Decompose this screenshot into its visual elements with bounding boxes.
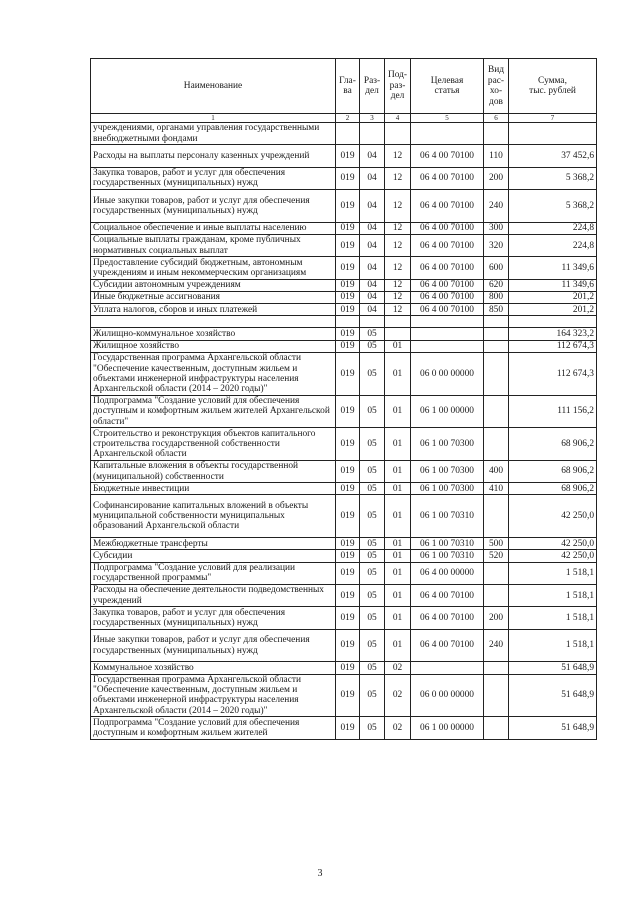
row-summa: 201,2 (509, 304, 597, 316)
row-celevaya-statya: 06 4 00 70100 (411, 222, 484, 234)
row-glava: 019 (336, 304, 360, 316)
header-row (91, 59, 597, 114)
row-razdel: 05 (360, 495, 385, 538)
row-vid-rashodov: 520 (484, 550, 509, 562)
row-celevaya-statya: 06 1 00 00000 (411, 717, 484, 739)
row-vid-rashodov (484, 428, 509, 461)
row-celevaya-statya: 06 1 00 70310 (411, 495, 484, 538)
row-celevaya-statya: 06 1 00 70300 (411, 483, 484, 495)
row-celevaya-statya: 06 0 00 00000 (411, 352, 484, 395)
row-podrazdel: 01 (385, 607, 411, 629)
row-celevaya-statya: 06 4 00 70100 (411, 607, 484, 629)
table-row (91, 662, 597, 674)
table-row (91, 279, 597, 291)
row-vid-rashodov (484, 123, 509, 145)
row-podrazdel: 12 (385, 257, 411, 279)
row-name: Социальные выплаты гражданам, кроме публичных нормативных социальных выплат (91, 234, 336, 256)
row-podrazdel: 01 (385, 550, 411, 562)
row-name: Бюджетные инвестиции (91, 483, 336, 495)
row-summa: 5 368,2 (509, 167, 597, 189)
row-summa: 164 323,2 (509, 328, 597, 340)
row-name: Софинансирование капитальных вложений в объекты муниципальной собственности муниципальных образований Архангельской области (91, 495, 336, 538)
row-name: Подпрограмма "Создание условий для обеспечения доступным и комфортным жильем жителей (91, 717, 336, 739)
row-vid-rashodov: 850 (484, 304, 509, 316)
header-razdel: Раз- дел (360, 59, 385, 114)
row-name: Государственная программа Архангельской области "Обеспечение качественным, доступным жильем и объектами инженерной инфраструктуры населения Архангельской области (2014 – 2020 годы)" (91, 674, 336, 717)
row-razdel: 05 (360, 550, 385, 562)
row-razdel: 04 (360, 190, 385, 223)
row-vid-rashodov (484, 328, 509, 340)
row-glava: 019 (336, 190, 360, 223)
row-vid-rashodov (484, 340, 509, 352)
row-vid-rashodov (484, 662, 509, 674)
row-glava (336, 123, 360, 145)
row-name: Коммунальное хозяйство (91, 662, 336, 674)
column-number: 3 (360, 114, 385, 123)
row-vid-rashodov: 620 (484, 279, 509, 291)
table-row (91, 495, 597, 538)
row-celevaya-statya: 06 4 00 70100 (411, 190, 484, 223)
row-name: Жилищно-коммунальное хозяйство (91, 328, 336, 340)
row-name: учреждениями, органами управления государственными внебюджетными фондами (91, 123, 336, 145)
row-podrazdel: 02 (385, 674, 411, 717)
row-glava: 019 (336, 395, 360, 428)
row-summa: 1 518,1 (509, 562, 597, 584)
table-row (91, 340, 597, 352)
row-glava: 019 (336, 460, 360, 482)
row-celevaya-statya: 06 1 00 70300 (411, 460, 484, 482)
row-glava: 019 (336, 674, 360, 717)
row-summa: 1 518,1 (509, 629, 597, 662)
row-name: Предоставление субсидий бюджетным, автономным учреждениям и иным некоммерческим организациям (91, 257, 336, 279)
table-row (91, 316, 597, 328)
row-name (91, 316, 336, 328)
table-row (91, 717, 597, 739)
row-podrazdel: 01 (385, 495, 411, 538)
row-razdel (360, 123, 385, 145)
header-podrazdel: Под- раз- дел (385, 59, 411, 114)
row-razdel: 05 (360, 352, 385, 395)
row-name: Иные закупки товаров, работ и услуг для обеспечения государственных (муниципальных) нужд (91, 629, 336, 662)
row-glava: 019 (336, 340, 360, 352)
row-razdel: 04 (360, 304, 385, 316)
row-vid-rashodov (484, 674, 509, 717)
row-glava: 019 (336, 584, 360, 606)
row-podrazdel: 01 (385, 340, 411, 352)
row-summa: 51 648,9 (509, 674, 597, 717)
row-razdel: 05 (360, 428, 385, 461)
table-row (91, 607, 597, 629)
row-glava: 019 (336, 607, 360, 629)
row-glava: 019 (336, 550, 360, 562)
row-glava: 019 (336, 662, 360, 674)
row-celevaya-statya (411, 340, 484, 352)
header-name: Наименование (91, 59, 336, 114)
row-podrazdel: 01 (385, 428, 411, 461)
column-numbers-row (91, 114, 597, 123)
row-podrazdel: 01 (385, 538, 411, 550)
table-row (91, 584, 597, 606)
row-vid-rashodov: 320 (484, 234, 509, 256)
row-podrazdel: 12 (385, 222, 411, 234)
row-podrazdel: 01 (385, 483, 411, 495)
table-row (91, 395, 597, 428)
row-celevaya-statya: 06 4 00 70100 (411, 234, 484, 256)
row-name: Жилищное хозяйство (91, 340, 336, 352)
row-summa: 68 906,2 (509, 428, 597, 461)
row-razdel: 04 (360, 279, 385, 291)
row-podrazdel: 01 (385, 584, 411, 606)
row-celevaya-statya (411, 662, 484, 674)
row-podrazdel (385, 123, 411, 145)
row-vid-rashodov: 200 (484, 607, 509, 629)
row-razdel: 05 (360, 538, 385, 550)
column-number: 4 (385, 114, 411, 123)
row-razdel: 05 (360, 395, 385, 428)
row-podrazdel (385, 316, 411, 328)
table-row (91, 428, 597, 461)
row-celevaya-statya: 06 4 00 00000 (411, 562, 484, 584)
row-razdel: 04 (360, 145, 385, 167)
row-celevaya-statya: 06 1 00 70310 (411, 538, 484, 550)
row-name: Расходы на выплаты персоналу казенных учреждений (91, 145, 336, 167)
row-name: Субсидии (91, 550, 336, 562)
row-vid-rashodov: 600 (484, 257, 509, 279)
row-razdel: 04 (360, 222, 385, 234)
column-number: 2 (336, 114, 360, 123)
row-podrazdel: 02 (385, 717, 411, 739)
row-vid-rashodov: 240 (484, 629, 509, 662)
row-summa: 111 156,2 (509, 395, 597, 428)
row-glava: 019 (336, 291, 360, 303)
row-celevaya-statya: 06 1 00 70310 (411, 550, 484, 562)
row-vid-rashodov (484, 395, 509, 428)
row-celevaya-statya: 06 4 00 70100 (411, 629, 484, 662)
row-podrazdel: 01 (385, 629, 411, 662)
row-celevaya-statya (411, 123, 484, 145)
row-celevaya-statya: 06 4 00 70100 (411, 279, 484, 291)
table-row (91, 460, 597, 482)
table-row (91, 538, 597, 550)
row-vid-rashodov (484, 584, 509, 606)
table-row (91, 328, 597, 340)
row-podrazdel: 12 (385, 190, 411, 223)
row-razdel: 04 (360, 234, 385, 256)
row-razdel: 04 (360, 167, 385, 189)
row-vid-rashodov: 500 (484, 538, 509, 550)
row-glava: 019 (336, 562, 360, 584)
row-glava: 019 (336, 428, 360, 461)
row-celevaya-statya: 06 4 00 70100 (411, 145, 484, 167)
row-glava: 019 (336, 234, 360, 256)
row-vid-rashodov: 300 (484, 222, 509, 234)
row-podrazdel: 01 (385, 395, 411, 428)
row-razdel: 05 (360, 584, 385, 606)
row-glava: 019 (336, 279, 360, 291)
row-razdel: 05 (360, 717, 385, 739)
row-summa: 5 368,2 (509, 190, 597, 223)
row-razdel: 05 (360, 460, 385, 482)
table-row (91, 291, 597, 303)
row-razdel: 05 (360, 662, 385, 674)
row-summa: 201,2 (509, 291, 597, 303)
table-row (91, 352, 597, 395)
row-razdel: 05 (360, 629, 385, 662)
row-razdel: 04 (360, 257, 385, 279)
row-summa: 11 349,6 (509, 257, 597, 279)
table-row (91, 304, 597, 316)
row-name: Строительство и реконструкция объектов капитального строительства государственной собственности Архангельской области (91, 428, 336, 461)
row-razdel: 04 (360, 291, 385, 303)
row-summa: 42 250,0 (509, 550, 597, 562)
row-podrazdel: 12 (385, 167, 411, 189)
table-row (91, 145, 597, 167)
row-name: Подпрограмма "Создание условий для реализации государственной программы" (91, 562, 336, 584)
row-vid-rashodov: 400 (484, 460, 509, 482)
row-celevaya-statya: 06 1 00 70300 (411, 428, 484, 461)
row-glava: 019 (336, 483, 360, 495)
table-row (91, 234, 597, 256)
row-name: Расходы на обеспечение деятельности подведомственных учреждений (91, 584, 336, 606)
row-summa: 224,8 (509, 222, 597, 234)
row-name: Иные бюджетные ассигнования (91, 291, 336, 303)
row-podrazdel: 02 (385, 662, 411, 674)
row-vid-rashodov (484, 495, 509, 538)
row-glava: 019 (336, 257, 360, 279)
budget-table (90, 58, 597, 740)
table-body (91, 123, 597, 740)
row-vid-rashodov: 800 (484, 291, 509, 303)
row-glava (336, 316, 360, 328)
table-row (91, 167, 597, 189)
row-razdel (360, 316, 385, 328)
table-row (91, 562, 597, 584)
row-name: Социальное обеспечение и иные выплаты населению (91, 222, 336, 234)
row-summa: 51 648,9 (509, 717, 597, 739)
row-celevaya-statya: 06 4 00 70100 (411, 291, 484, 303)
row-glava: 019 (336, 167, 360, 189)
row-summa: 112 674,3 (509, 340, 597, 352)
row-podrazdel: 12 (385, 291, 411, 303)
row-celevaya-statya: 06 4 00 70100 (411, 584, 484, 606)
column-number: 5 (411, 114, 484, 123)
row-summa: 42 250,0 (509, 495, 597, 538)
row-vid-rashodov: 240 (484, 190, 509, 223)
row-summa: 11 349,6 (509, 279, 597, 291)
row-glava: 019 (336, 222, 360, 234)
row-razdel: 05 (360, 483, 385, 495)
row-name: Закупка товаров, работ и услуг для обеспечения государственных (муниципальных) нужд (91, 607, 336, 629)
row-razdel: 05 (360, 674, 385, 717)
row-name: Подпрограмма "Создание условий для обеспечения доступным и комфортным жильем жителей Архангельской области" (91, 395, 336, 428)
row-razdel: 05 (360, 607, 385, 629)
row-name: Государственная программа Архангельской области "Обеспечение качественным, доступным жильем и объектами инженерной инфраструктуры населения Архангельской области (2014 – 2020 годы)" (91, 352, 336, 395)
row-glava: 019 (336, 495, 360, 538)
header-summa: Сумма, тыс. рублей (509, 59, 597, 114)
table-row (91, 550, 597, 562)
row-name: Иные закупки товаров, работ и услуг для обеспечения государственных (муниципальных) нужд (91, 190, 336, 223)
table-row (91, 257, 597, 279)
page-number: 3 (317, 868, 323, 879)
row-name: Межбюджетные трансферты (91, 538, 336, 550)
row-glava: 019 (336, 328, 360, 340)
row-podrazdel: 12 (385, 304, 411, 316)
row-summa: 224,8 (509, 234, 597, 256)
row-vid-rashodov (484, 316, 509, 328)
row-glava: 019 (336, 538, 360, 550)
table-row (91, 123, 597, 145)
row-summa: 1 518,1 (509, 584, 597, 606)
row-podrazdel (385, 328, 411, 340)
row-razdel: 05 (360, 340, 385, 352)
row-summa: 1 518,1 (509, 607, 597, 629)
row-celevaya-statya: 06 4 00 70100 (411, 167, 484, 189)
table-row (91, 222, 597, 234)
table-row (91, 629, 597, 662)
row-celevaya-statya: 06 0 00 00000 (411, 674, 484, 717)
row-glava: 019 (336, 352, 360, 395)
header-vid-rashodov: Вид рас- хо- дов (484, 59, 509, 114)
row-summa: 51 648,9 (509, 662, 597, 674)
table-row (91, 483, 597, 495)
column-number: 6 (484, 114, 509, 123)
row-summa: 42 250,0 (509, 538, 597, 550)
header-glava: Гла- ва (336, 59, 360, 114)
row-podrazdel: 12 (385, 234, 411, 256)
row-podrazdel: 12 (385, 145, 411, 167)
row-name: Уплата налогов, сборов и иных платежей (91, 304, 336, 316)
row-podrazdel: 12 (385, 279, 411, 291)
row-summa: 112 674,3 (509, 352, 597, 395)
row-vid-rashodov: 410 (484, 483, 509, 495)
row-podrazdel: 01 (385, 352, 411, 395)
row-celevaya-statya (411, 316, 484, 328)
row-celevaya-statya (411, 328, 484, 340)
row-summa: 68 906,2 (509, 460, 597, 482)
row-name: Закупка товаров, работ и услуг для обеспечения государственных (муниципальных) нужд (91, 167, 336, 189)
row-vid-rashodov: 200 (484, 167, 509, 189)
row-glava: 019 (336, 717, 360, 739)
row-celevaya-statya: 06 1 00 00000 (411, 395, 484, 428)
table-row (91, 190, 597, 223)
row-glava: 019 (336, 629, 360, 662)
row-celevaya-statya: 06 4 00 70100 (411, 257, 484, 279)
column-number: 7 (509, 114, 597, 123)
row-summa: 68 906,2 (509, 483, 597, 495)
row-celevaya-statya: 06 4 00 70100 (411, 304, 484, 316)
row-razdel: 05 (360, 562, 385, 584)
row-podrazdel: 01 (385, 562, 411, 584)
row-name: Капитальные вложения в объекты государственной (муниципальной) собственности (91, 460, 336, 482)
row-name: Субсидии автономным учреждениям (91, 279, 336, 291)
row-vid-rashodov (484, 717, 509, 739)
row-podrazdel: 01 (385, 460, 411, 482)
row-vid-rashodov (484, 562, 509, 584)
row-summa: 37 452,6 (509, 145, 597, 167)
table-row (91, 674, 597, 717)
header-celevaya-statya: Целевая статья (411, 59, 484, 114)
row-razdel: 05 (360, 328, 385, 340)
row-summa (509, 316, 597, 328)
row-vid-rashodov (484, 352, 509, 395)
row-summa (509, 123, 597, 145)
row-vid-rashodov: 110 (484, 145, 509, 167)
row-glava: 019 (336, 145, 360, 167)
column-number: 1 (91, 114, 336, 123)
